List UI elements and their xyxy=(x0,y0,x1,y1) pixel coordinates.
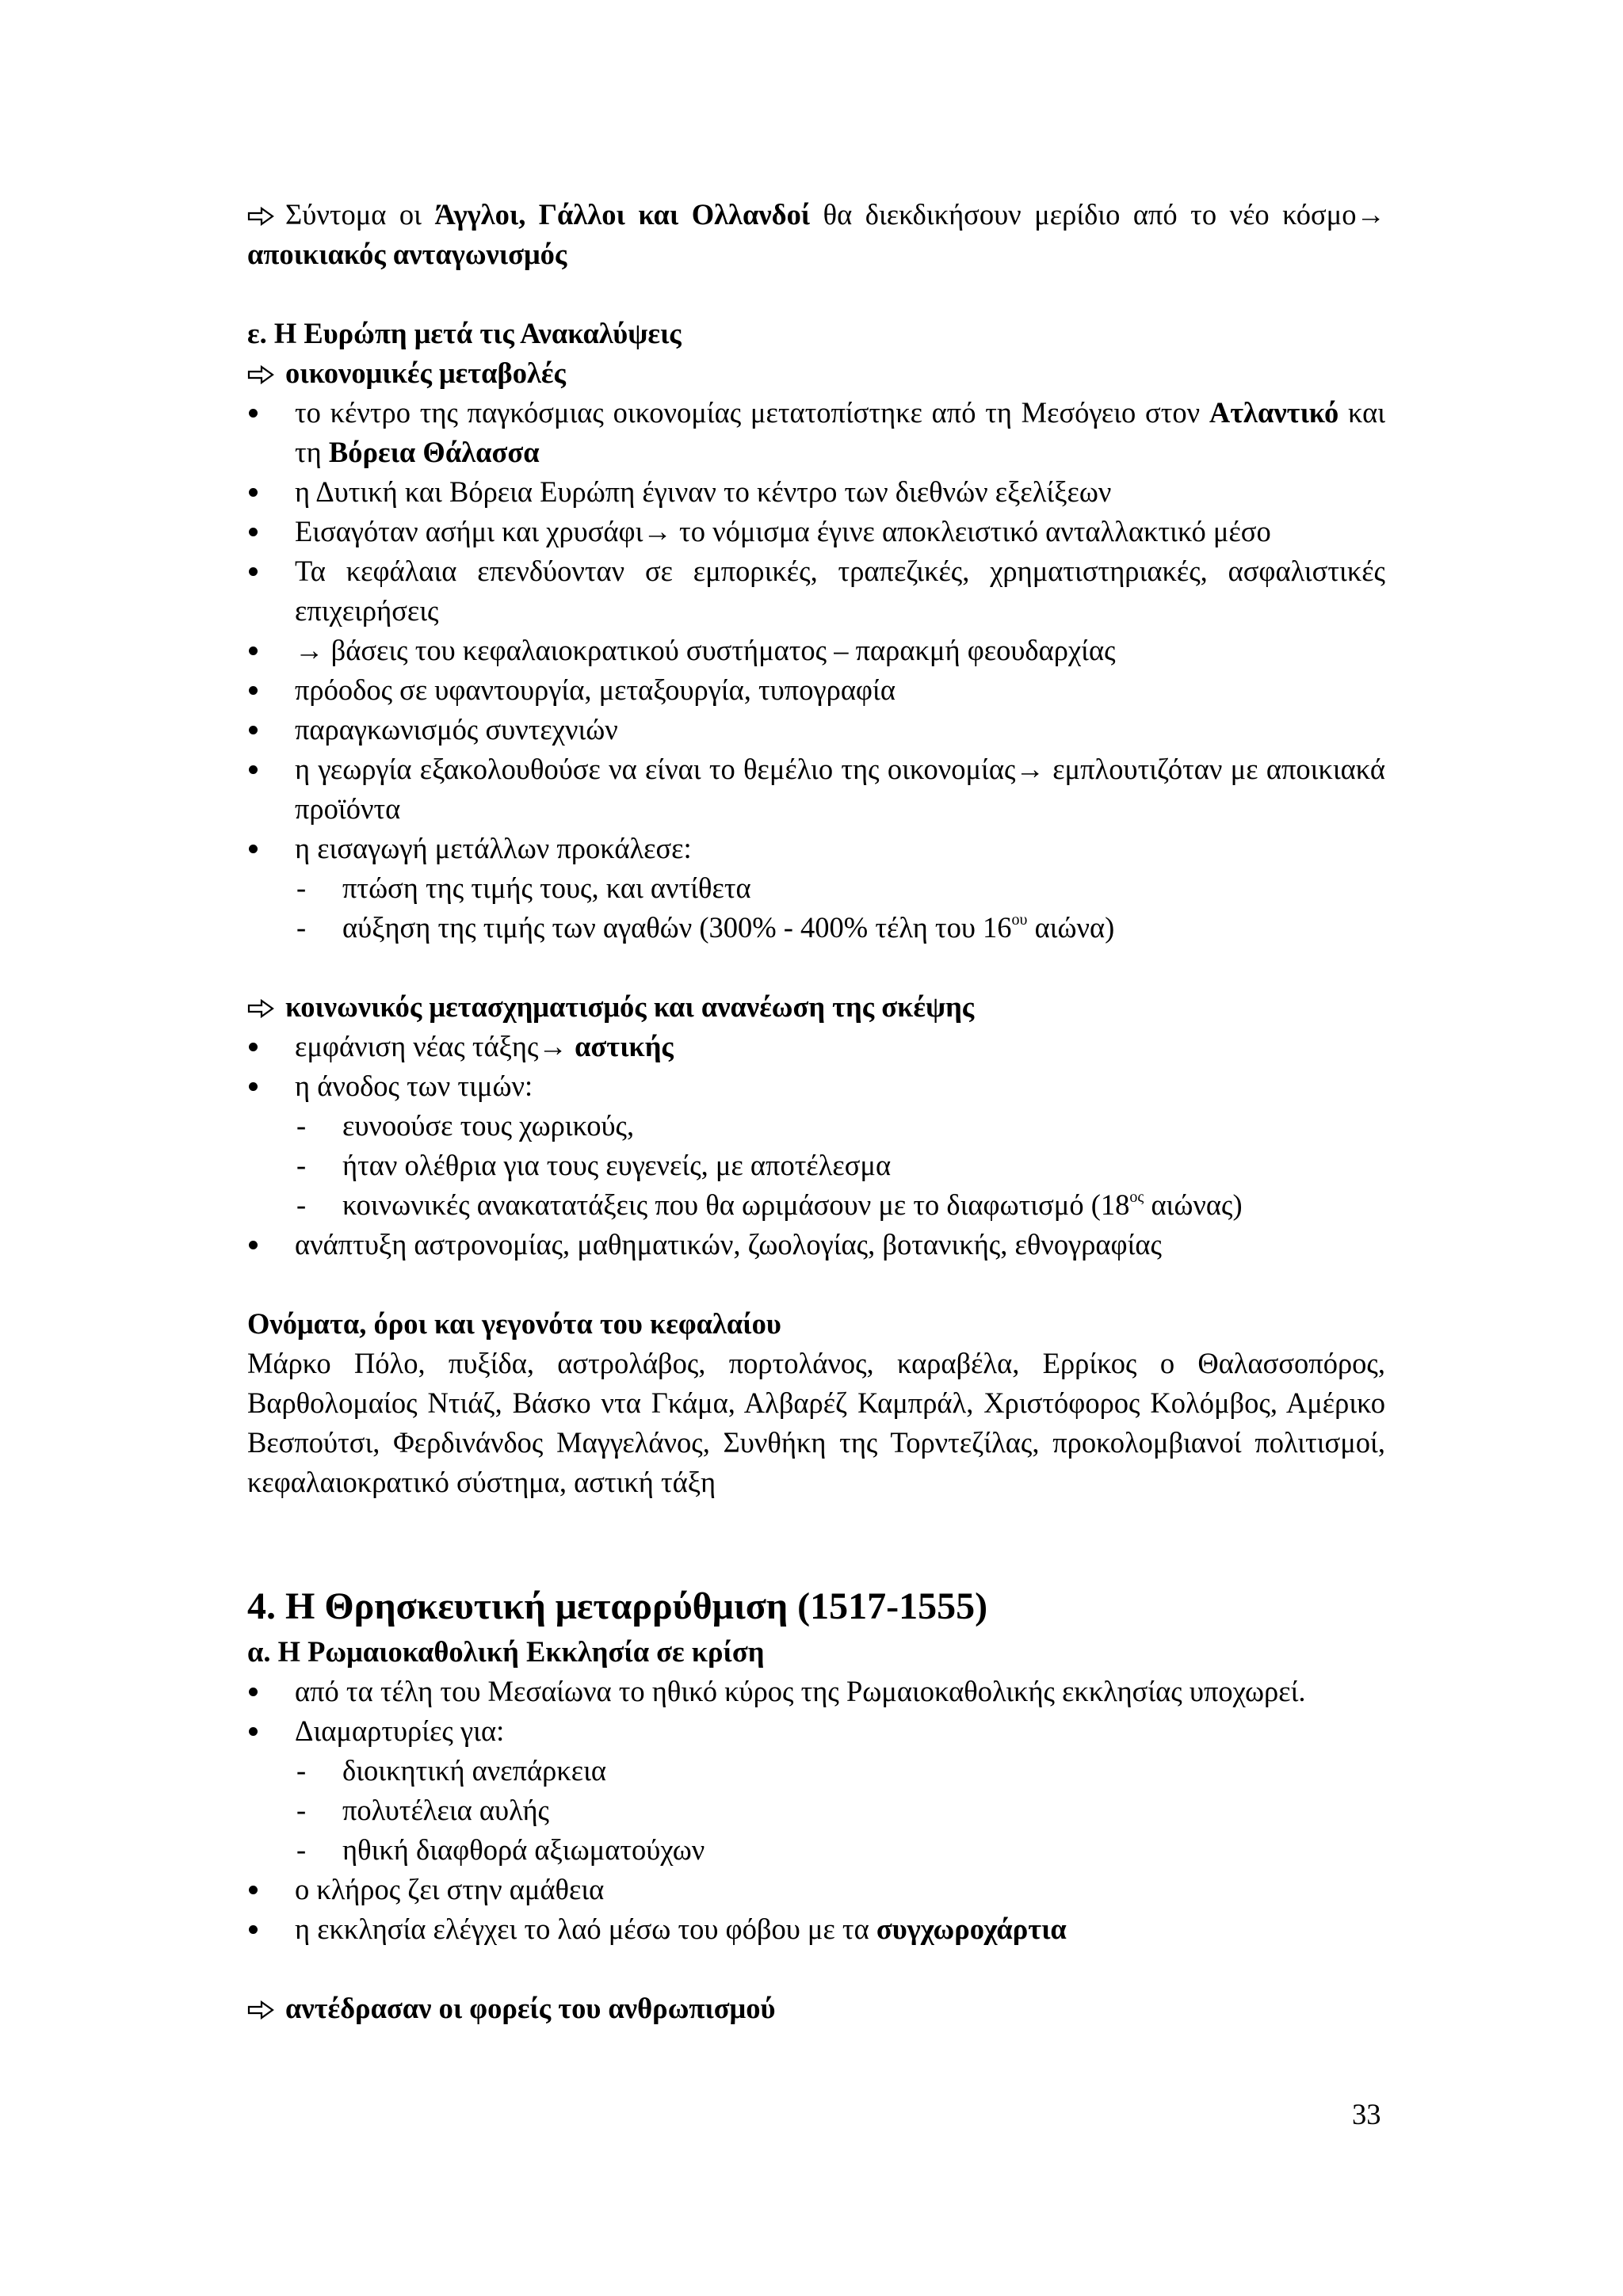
list-item: Τα κεφάλαια επενδύονταν σε εμπορικές, τραπεζικές, χρηματιστηριακές, ασφαλιστικές επιχειρήσεις xyxy=(247,551,1385,631)
dash-item: - ηθική διαφθορά αξιωματούχων xyxy=(247,1830,1385,1870)
dash-item: - πολυτέλεια αυλής xyxy=(247,1791,1385,1830)
social-changes-list xyxy=(247,1027,1385,1106)
subheading-economic-changes: οικονομικές μεταβολές xyxy=(247,353,1385,393)
subheading-humanists: αντέδρασαν οι φορείς του ανθρωπισμού xyxy=(247,1989,1385,2028)
paragraph-colonial-rivalry: Σύντομα οι Άγγλοι, Γάλλοι και Ολλανδοί θα διεκδικήσουν μερίδιο από το νέο κόσμο→ αποικιακός ανταγωνισμός xyxy=(247,198,1385,270)
list-item: → βάσεις του κεφαλαιοκρατικού συστήματος – παρακμή φεουδαρχίας xyxy=(247,631,1385,670)
church-crisis-list xyxy=(247,1672,1385,1751)
list-item: πρόοδος σε υφαντουργία, μεταξουργία, τυπογραφία xyxy=(247,670,1385,710)
sciences-list xyxy=(247,1225,1385,1264)
dash-item: - διοικητική ανεπάρκεια xyxy=(247,1751,1385,1791)
list-item: η εισαγωγή μετάλλων προκάλεσε: xyxy=(247,829,1385,868)
list-item: ο κλήρος ζει στην αμάθεια xyxy=(247,1870,1385,1909)
terms-heading: Ονόματα, όροι και γεγονότα του κεφαλαίου xyxy=(247,1307,781,1340)
dash-item: - αύξηση της τιμής των αγαθών (300% - 400% τέλη του $16^{o\upsilon}$ αιώνα) xyxy=(247,908,1385,948)
outline-right-arrow-icon xyxy=(247,999,274,1018)
economic-changes-list xyxy=(247,393,1385,868)
list-item: εμφάνιση νέας τάξης→ αστικής xyxy=(247,1027,1385,1066)
outline-right-arrow-icon xyxy=(247,2000,274,2019)
list-item: από τα τέλη του Μεσαίωνα το ηθικό κύρος της Ρωμαιοκαθολικής εκκλησίας υποχωρεί. xyxy=(247,1672,1385,1711)
list-item: Διαμαρτυρίες για: xyxy=(247,1711,1385,1751)
dash-item: - ευνοούσε τους χωρικούς, xyxy=(247,1106,1385,1146)
dash-item: - πτώση της τιμής τους, και αντίθετα xyxy=(247,868,1385,908)
bold-colonial-rivalry: αποικιακός ανταγωνισμός xyxy=(247,238,567,270)
chapter-title: 4. Η Θρησκευτική μεταρρύθμιση (1517-1555) xyxy=(247,1585,988,1627)
list-item: το κέντρο της παγκόσμιας οικονομίας μετατοπίστηκε από τη Μεσόγειο στον Ατλαντικό και τη Βόρεια Θάλασσα xyxy=(247,393,1385,472)
dash-item: - ήταν ολέθρια για τους ευγενείς, με αποτέλεσμα xyxy=(247,1146,1385,1185)
protests-list xyxy=(247,1751,1385,1870)
list-item: η Δυτική και Βόρεια Ευρώπη έγιναν το κέντρο των διεθνών εξελίξεων xyxy=(247,472,1385,512)
list-item: Εισαγόταν ασήμι και χρυσάφι→ το νόμισμα έγινε αποκλειστικό ανταλλακτικό μέσο xyxy=(247,512,1385,551)
metals-effects-list xyxy=(247,868,1385,948)
dash-item: - κοινωνικές ανακατατάξεις που θα ωριμάσουν με το διαφωτισμό ($18^{o\varsigma}$ αιώνας) xyxy=(247,1185,1385,1225)
list-item: η άνοδος των τιμών: xyxy=(247,1066,1385,1106)
terms-text: Μάρκο Πόλο, πυξίδα, αστρολάβος, πορτολάνος, καραβέλα, Ερρίκος ο Θαλασσοπόρος, Βαρθολομαίος Ντιάζ, Βάσκο ντα Γκάμα, Αλβαρέζ Καμπράλ, Χριστόφορος Κολόμβος, Αμέρικο Βεσπούτσι, Φερδινάνδος Μαγγελάνος, Συνθήκη της Τορντεζίλας, προκολομβιανοί πολιτισμοί, κεφαλαιοκρατικό σύστημα, αστική τάξη xyxy=(247,1347,1385,1498)
church-crisis-list-cont xyxy=(247,1870,1385,1949)
section-heading-europe: ε. Η Ευρώπη μετά τις Ανακαλύψεις xyxy=(247,317,682,349)
outline-right-arrow-icon xyxy=(247,365,274,384)
price-rise-list xyxy=(247,1106,1385,1225)
document-page xyxy=(247,195,1385,2028)
outline-right-arrow-icon xyxy=(247,207,274,226)
list-item: ανάπτυξη αστρονομίας, μαθηματικών, ζωολογίας, βοτανικής, εθνογραφίας xyxy=(247,1225,1385,1264)
list-item: παραγκωνισμός συντεχνιών xyxy=(247,710,1385,749)
bold-nations: Άγγλοι, Γάλλοι και Ολλανδοί xyxy=(434,198,811,231)
list-item: η γεωργία εξακολουθούσε να είναι το θεμέλιο της οικονομίας→ εμπλουτιζόταν με αποικιακά προϊόντα xyxy=(247,749,1385,829)
subheading-social-transformation: κοινωνικός μετασχηματισμός και ανανέωση της σκέψης xyxy=(247,987,1385,1027)
subsection-heading-church: α. Η Ρωμαιοκαθολική Εκκλησία σε κρίση xyxy=(247,1635,765,1668)
list-item: η εκκλησία ελέγχει το λαό μέσω του φόβου με τα συγχωροχάρτια xyxy=(247,1909,1385,1949)
page-number: 33 xyxy=(1352,2098,1381,2130)
